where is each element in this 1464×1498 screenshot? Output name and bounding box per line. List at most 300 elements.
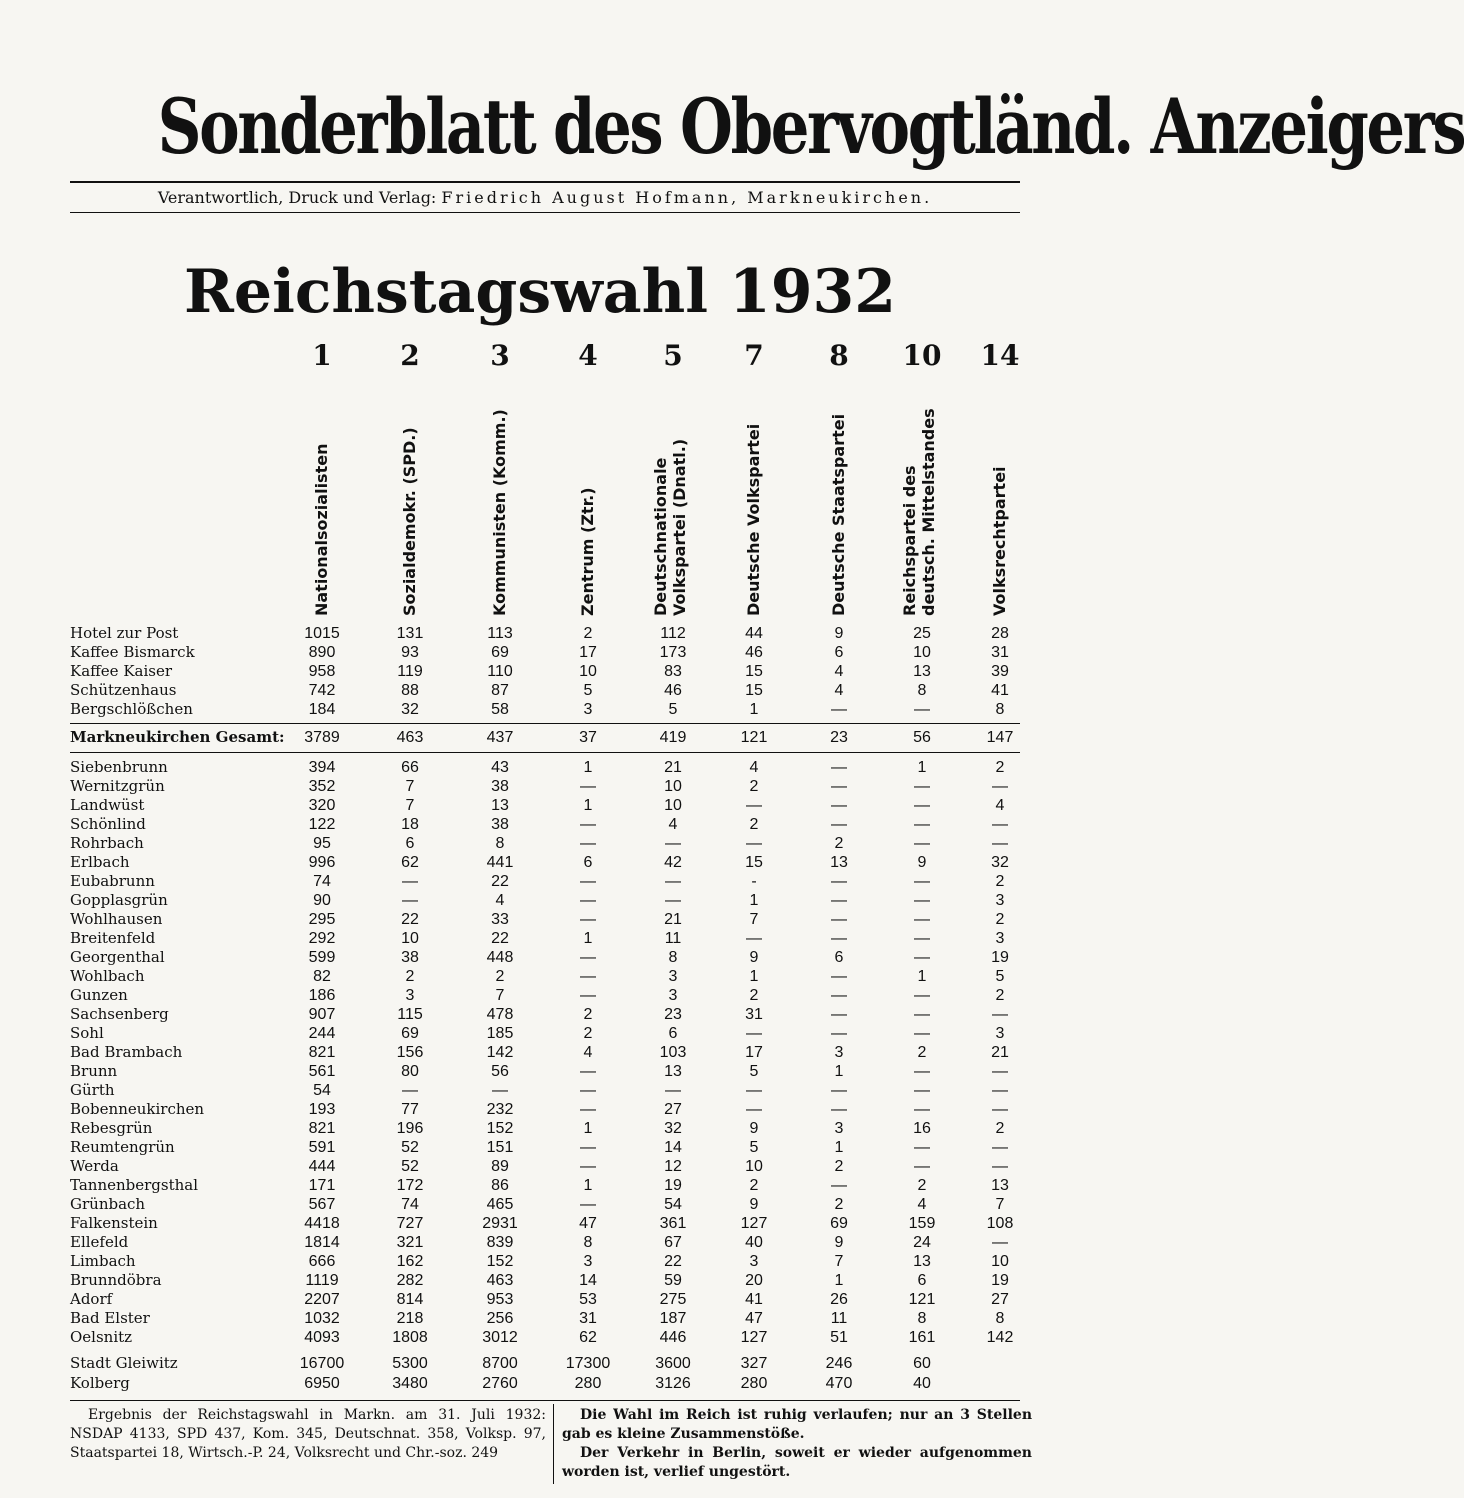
table-cell: 47 <box>579 1215 597 1232</box>
table-row-place: Werda <box>70 1157 119 1175</box>
table-cell: — <box>992 1234 1008 1251</box>
table-cell: 478 <box>486 1006 514 1023</box>
table-cell: 86 <box>491 1177 509 1194</box>
table-cell: 3012 <box>482 1329 518 1346</box>
table-cell: 470 <box>825 1375 853 1392</box>
imprint-line <box>70 188 1020 207</box>
table-cell: 32 <box>401 701 419 718</box>
table-cell: 2 <box>749 816 759 833</box>
table-row-place: Markneukirchen Gesamt: <box>70 728 285 746</box>
table-cell: 3 <box>995 892 1005 909</box>
table-cell: 10 <box>664 797 682 814</box>
table-cell: 5300 <box>392 1355 428 1372</box>
table-cell: — <box>831 816 847 833</box>
table-cell: 39 <box>991 663 1009 680</box>
table-cell: 1808 <box>392 1329 428 1346</box>
table-cell: 742 <box>308 682 336 699</box>
table-cell: 6 <box>668 1025 678 1042</box>
table-cell: 17300 <box>565 1355 611 1372</box>
table-cell: 127 <box>740 1329 768 1346</box>
table-cell: 54 <box>313 1082 331 1099</box>
table-cell: 56 <box>491 1063 509 1080</box>
table-cell: — <box>914 1101 930 1118</box>
table-cell: 8700 <box>482 1355 518 1372</box>
table-cell: 394 <box>308 759 336 776</box>
table-cell: 3 <box>668 987 678 1004</box>
party-name-line: Deutschnationale <box>651 457 670 616</box>
table-cell: 2 <box>995 987 1005 1004</box>
table-cell: 9 <box>834 1234 844 1251</box>
table-cell: 88 <box>401 682 419 699</box>
table-cell: 82 <box>313 968 331 985</box>
table-cell: — <box>914 1025 930 1042</box>
table-cell: 115 <box>397 1006 423 1023</box>
table-cell: — <box>914 949 930 966</box>
table-cell: — <box>665 1082 681 1099</box>
table-row-place: Adorf <box>70 1290 113 1308</box>
table-cell: — <box>992 835 1008 852</box>
table-row-place: Gopplasgrün <box>70 891 168 909</box>
masthead-title: Sonderblatt des Obervogtländ. Anzeigers <box>157 82 1464 171</box>
table-cell: 1 <box>583 797 593 814</box>
table-cell: 22 <box>664 1253 682 1270</box>
news-paragraph: Die Wahl im Reich ist ruhig verlaufen; nur an 3 Stellen gab es kleine Zusammenstöße. <box>562 1407 1032 1442</box>
table-cell: — <box>831 778 847 795</box>
imprint-name: Friedrich August Hofmann, Markneukirchen. <box>441 188 933 207</box>
imprint-label: Verantwortlich, Druck und Verlag: <box>157 188 437 207</box>
table-cell: — <box>831 1006 847 1023</box>
table-cell: — <box>580 1063 596 1080</box>
table-row-place: Schönlind <box>70 815 146 833</box>
table-cell: 2 <box>995 759 1005 776</box>
table-cell: 446 <box>659 1329 687 1346</box>
table-cell: 58 <box>491 701 509 718</box>
table-cell: — <box>580 949 596 966</box>
table-cell: — <box>746 1101 762 1118</box>
party-number: 7 <box>744 339 764 372</box>
table-cell: 3 <box>995 930 1005 947</box>
table-cell: 599 <box>308 949 336 966</box>
table-cell: 3 <box>834 1120 844 1137</box>
table-cell: 437 <box>486 729 514 746</box>
table-cell: 159 <box>908 1215 936 1232</box>
table-cell: — <box>746 1082 762 1099</box>
table-cell: 156 <box>396 1044 424 1061</box>
table-row-place: Bergschlößchen <box>70 700 193 718</box>
table-cell: 4 <box>495 892 505 909</box>
party-number: 2 <box>400 339 420 372</box>
table-cell: — <box>580 835 596 852</box>
table-row-place: Brunn <box>70 1062 118 1080</box>
table-cell: 244 <box>308 1025 336 1042</box>
table-cell: 8 <box>995 1310 1005 1327</box>
party-number: 5 <box>663 339 683 372</box>
table-cell: 13 <box>664 1063 682 1080</box>
table-cell: 8 <box>917 682 927 699</box>
table-cell: 3126 <box>655 1375 691 1392</box>
table-cell: 26 <box>830 1291 848 1308</box>
table-cell: 14 <box>579 1272 597 1289</box>
table-cell: 1814 <box>304 1234 340 1251</box>
table-cell: - <box>751 873 757 890</box>
table-cell: 1015 <box>304 625 340 642</box>
table-row-place: Wohlbach <box>70 967 145 985</box>
table-cell: 821 <box>308 1120 336 1137</box>
table-cell: 69 <box>830 1215 848 1232</box>
table-cell: — <box>914 1006 930 1023</box>
table-cell: 2 <box>995 1120 1005 1137</box>
party-number: 14 <box>980 339 1020 372</box>
table-cell: — <box>992 1006 1008 1023</box>
table-cell: 13 <box>913 1253 931 1270</box>
table-cell: — <box>580 1101 596 1118</box>
table-row-place: Erlbach <box>70 853 130 871</box>
table-cell: — <box>831 968 847 985</box>
table-cell: 2760 <box>482 1375 518 1392</box>
table-cell: 32 <box>991 854 1009 871</box>
table-cell: — <box>831 930 847 947</box>
party-name-line: Deutsche Staatspartei <box>829 413 848 616</box>
table-cell: — <box>914 892 930 909</box>
table-row-place: Kaffee Bismarck <box>70 643 195 661</box>
table-cell: 8 <box>495 835 505 852</box>
table-cell: 1 <box>583 1177 593 1194</box>
table-cell: 2 <box>495 968 505 985</box>
table-cell: 2 <box>834 1158 844 1175</box>
table-cell: 8 <box>668 949 678 966</box>
table-cell: 4418 <box>304 1215 340 1232</box>
table-cell: — <box>580 816 596 833</box>
table-cell: 2 <box>995 911 1005 928</box>
table-cell: 321 <box>396 1234 424 1251</box>
table-cell: 37 <box>579 729 597 746</box>
table-cell: 119 <box>397 663 423 680</box>
table-cell: 171 <box>308 1177 336 1194</box>
table-cell: 352 <box>308 778 336 795</box>
table-cell: 10 <box>579 663 597 680</box>
table-cell: 42 <box>664 854 682 871</box>
table-cell: 54 <box>664 1196 682 1213</box>
table-cell: — <box>914 1063 930 1080</box>
table-cell: — <box>831 987 847 1004</box>
table-cell: 7 <box>405 778 415 795</box>
party-name-line: deutsch. Mittelstandes <box>919 408 938 616</box>
table-cell: — <box>580 1082 596 1099</box>
table-cell: 46 <box>745 644 763 661</box>
table-cell: 444 <box>308 1158 336 1175</box>
table-cell: — <box>580 911 596 928</box>
table-cell: 53 <box>579 1291 597 1308</box>
table-cell: 21 <box>664 911 682 928</box>
table-cell: 31 <box>579 1310 597 1327</box>
table-cell: 20 <box>745 1272 763 1289</box>
table-cell: 184 <box>308 701 336 718</box>
table-cell: 23 <box>830 729 848 746</box>
table-row-place: Georgenthal <box>70 948 165 966</box>
table-cell: 44 <box>745 625 763 642</box>
table-cell: — <box>746 930 762 947</box>
table-cell: 38 <box>491 778 509 795</box>
table-cell: 2 <box>834 1196 844 1213</box>
table-row-place: Sachsenberg <box>70 1005 169 1023</box>
table-cell: 1 <box>583 759 593 776</box>
table-cell: 814 <box>396 1291 424 1308</box>
table-cell: 22 <box>491 873 509 890</box>
table-cell: 958 <box>308 663 336 680</box>
table-row-place: Oelsnitz <box>70 1328 133 1346</box>
table-cell: — <box>580 1139 596 1156</box>
table-cell: — <box>402 892 418 909</box>
table-cell: 31 <box>745 1006 763 1023</box>
table-cell: 15 <box>745 682 763 699</box>
table-cell: 4 <box>749 759 759 776</box>
table-cell: 3480 <box>392 1375 428 1392</box>
table-cell: 172 <box>396 1177 424 1194</box>
table-cell: — <box>831 892 847 909</box>
table-row-place: Limbach <box>70 1252 136 1270</box>
table-cell: 7 <box>405 797 415 814</box>
table-cell: 60 <box>913 1355 931 1372</box>
table-cell: 2 <box>583 625 593 642</box>
table-cell: — <box>992 1158 1008 1175</box>
table-cell: 3 <box>834 1044 844 1061</box>
table-cell: 1 <box>749 968 759 985</box>
news-paragraph: Der Verkehr in Berlin, soweit er wieder aufgenommen worden ist, verlief ungestört. <box>562 1445 1032 1480</box>
table-cell: 22 <box>401 911 419 928</box>
table-row-place: Gunzen <box>70 986 128 1004</box>
table-cell: 3789 <box>304 729 340 746</box>
table-row-place: Sohl <box>70 1024 104 1042</box>
table-cell: — <box>914 701 930 718</box>
table-cell: 10 <box>401 930 419 947</box>
footer-column-divider <box>553 1404 554 1484</box>
table-cell: 38 <box>491 816 509 833</box>
table-cell: 3 <box>749 1253 759 1270</box>
table-row-place: Landwüst <box>70 796 145 814</box>
party-name-line: Reichspartei des <box>900 465 919 616</box>
table-cell: 295 <box>308 911 336 928</box>
table-cell: — <box>831 911 847 928</box>
table-cell: — <box>914 797 930 814</box>
table-cell: — <box>914 1158 930 1175</box>
table-cell: 1 <box>834 1139 844 1156</box>
table-cell: — <box>746 1025 762 1042</box>
table-cell: 7 <box>995 1196 1005 1213</box>
table-cell: 2 <box>405 968 415 985</box>
table-cell: 2931 <box>482 1215 518 1232</box>
table-cell: 27 <box>664 1101 682 1118</box>
table-cell: — <box>992 816 1008 833</box>
table-cell: 3 <box>405 987 415 1004</box>
table-cell: 9 <box>917 854 927 871</box>
table-cell: 110 <box>487 663 513 680</box>
table-cell: 5 <box>995 968 1005 985</box>
table-cell: 7 <box>495 987 505 1004</box>
table-cell: 5 <box>668 701 678 718</box>
table-cell: 113 <box>487 625 513 642</box>
table-cell: 4093 <box>304 1329 340 1346</box>
table-cell: 1 <box>834 1272 844 1289</box>
table-cell: 13 <box>991 1177 1009 1194</box>
table-row-place: Wohlhausen <box>70 910 163 928</box>
table-cell: 19 <box>991 1272 1009 1289</box>
table-row-place: Kaffee Kaiser <box>70 662 173 680</box>
table-row-place: Rebesgrün <box>70 1119 153 1137</box>
table-cell: — <box>665 892 681 909</box>
table-cell: 121 <box>908 1291 936 1308</box>
table-row-place: Gürth <box>70 1081 115 1099</box>
table-cell: 8 <box>583 1234 593 1251</box>
table-cell: 4 <box>834 682 844 699</box>
table-cell: 2 <box>995 873 1005 890</box>
table-cell: 74 <box>401 1196 419 1213</box>
table-cell: — <box>992 1139 1008 1156</box>
table-cell: 21 <box>664 759 682 776</box>
table-cell: 24 <box>913 1234 931 1251</box>
table-cell: — <box>492 1082 508 1099</box>
table-row-place: Grünbach <box>70 1195 146 1213</box>
table-cell: — <box>402 873 418 890</box>
table-cell: 1032 <box>304 1310 340 1327</box>
table-cell: 1 <box>749 892 759 909</box>
table-cell: 6 <box>583 854 593 871</box>
table-cell: 5 <box>749 1139 759 1156</box>
table-cell: 69 <box>491 644 509 661</box>
table-cell: 38 <box>401 949 419 966</box>
table-cell: 152 <box>486 1120 514 1137</box>
table-cell: 463 <box>486 1272 514 1289</box>
table-cell: 21 <box>991 1044 1009 1061</box>
table-cell: — <box>580 968 596 985</box>
table-cell: 31 <box>991 644 1009 661</box>
table-row-place: Brunndöbra <box>70 1271 162 1289</box>
table-cell: 361 <box>659 1215 687 1232</box>
party-name-line: Deutsche Volkspartei <box>744 423 763 616</box>
table-cell: 2 <box>583 1006 593 1023</box>
table-cell: 62 <box>401 854 419 871</box>
table-cell: 173 <box>659 644 687 661</box>
table-cell: 13 <box>491 797 509 814</box>
table-cell: 59 <box>664 1272 682 1289</box>
table-cell: 16700 <box>299 1355 345 1372</box>
table-cell: — <box>746 835 762 852</box>
table-cell: 2 <box>749 1177 759 1194</box>
table-cell: 463 <box>396 729 424 746</box>
table-cell: 43 <box>491 759 509 776</box>
table-cell: 3 <box>668 968 678 985</box>
footer-result-summary <box>70 1406 546 1463</box>
table-cell: 3 <box>583 1253 593 1270</box>
table-cell: — <box>914 778 930 795</box>
page-title: Reichstagswahl 1932 <box>184 257 896 327</box>
total-rule-bottom <box>70 752 1020 753</box>
table-cell: 193 <box>308 1101 336 1118</box>
table-cell: 41 <box>745 1291 763 1308</box>
table-cell: 142 <box>486 1044 514 1061</box>
table-cell: 69 <box>401 1025 419 1042</box>
total-rule-top <box>70 723 1020 724</box>
table-cell: 1 <box>583 1120 593 1137</box>
table-cell: 95 <box>313 835 331 852</box>
table-cell: 2 <box>917 1177 927 1194</box>
table-cell: 25 <box>913 625 931 642</box>
table-cell: 890 <box>308 644 336 661</box>
table-cell: 3 <box>583 701 593 718</box>
table-cell: 9 <box>834 625 844 642</box>
table-cell: 953 <box>486 1291 514 1308</box>
table-row-place: Wernitzgrün <box>70 777 165 795</box>
table-cell: 46 <box>664 682 682 699</box>
table-cell: 10 <box>913 644 931 661</box>
table-cell: — <box>992 1063 1008 1080</box>
table-cell: — <box>914 835 930 852</box>
table-cell: 112 <box>660 625 686 642</box>
party-name-line: Sozialdemokr. (SPD.) <box>400 427 419 616</box>
table-row-place: Bad Brambach <box>70 1043 183 1061</box>
table-row-place: Falkenstein <box>70 1214 158 1232</box>
table-cell: 62 <box>579 1329 597 1346</box>
table-cell: 1 <box>749 701 759 718</box>
footer-rule <box>70 1400 1020 1401</box>
table-cell: 1 <box>917 968 927 985</box>
table-cell: — <box>580 892 596 909</box>
footer-news <box>562 1406 1032 1482</box>
table-cell: 13 <box>913 663 931 680</box>
table-cell: 67 <box>664 1234 682 1251</box>
table-cell: 11 <box>664 930 682 947</box>
table-cell: 327 <box>740 1355 768 1372</box>
table-row-place: Hotel zur Post <box>70 624 179 642</box>
table-cell: — <box>992 778 1008 795</box>
table-cell: 23 <box>664 1006 682 1023</box>
table-cell: 246 <box>825 1355 853 1372</box>
table-cell: 10 <box>991 1253 1009 1270</box>
table-cell: 51 <box>830 1329 848 1346</box>
table-cell: 280 <box>574 1375 602 1392</box>
table-cell: 161 <box>908 1329 936 1346</box>
table-cell: 6950 <box>304 1375 340 1392</box>
party-number: 4 <box>578 339 598 372</box>
table-cell: 4 <box>668 816 678 833</box>
table-cell: 15 <box>745 854 763 871</box>
table-row-place: Rohrbach <box>70 834 144 852</box>
table-cell: 8 <box>917 1310 927 1327</box>
table-row-place: Tannenbergsthal <box>70 1176 199 1194</box>
table-cell: 87 <box>491 682 509 699</box>
table-cell: 5 <box>749 1063 759 1080</box>
party-number: 10 <box>902 339 942 372</box>
table-cell: — <box>580 1158 596 1175</box>
table-cell: 567 <box>308 1196 336 1213</box>
table-cell: — <box>914 1082 930 1099</box>
table-cell: 187 <box>659 1310 687 1327</box>
party-name-line: Kommunisten (Komm.) <box>490 409 509 616</box>
table-cell: 2 <box>749 987 759 1004</box>
table-cell: 103 <box>659 1044 687 1061</box>
table-cell: — <box>992 1082 1008 1099</box>
table-cell: — <box>746 797 762 814</box>
table-cell: 907 <box>308 1006 336 1023</box>
table-cell: 122 <box>308 816 336 833</box>
table-cell: 4 <box>834 663 844 680</box>
table-cell: 77 <box>401 1101 419 1118</box>
party-name-line: Nationalsozialisten <box>312 443 331 616</box>
table-cell: 6 <box>405 835 415 852</box>
table-cell: 280 <box>740 1375 768 1392</box>
table-cell: 19 <box>991 949 1009 966</box>
table-cell: 441 <box>486 854 514 871</box>
table-cell: 419 <box>659 729 687 746</box>
